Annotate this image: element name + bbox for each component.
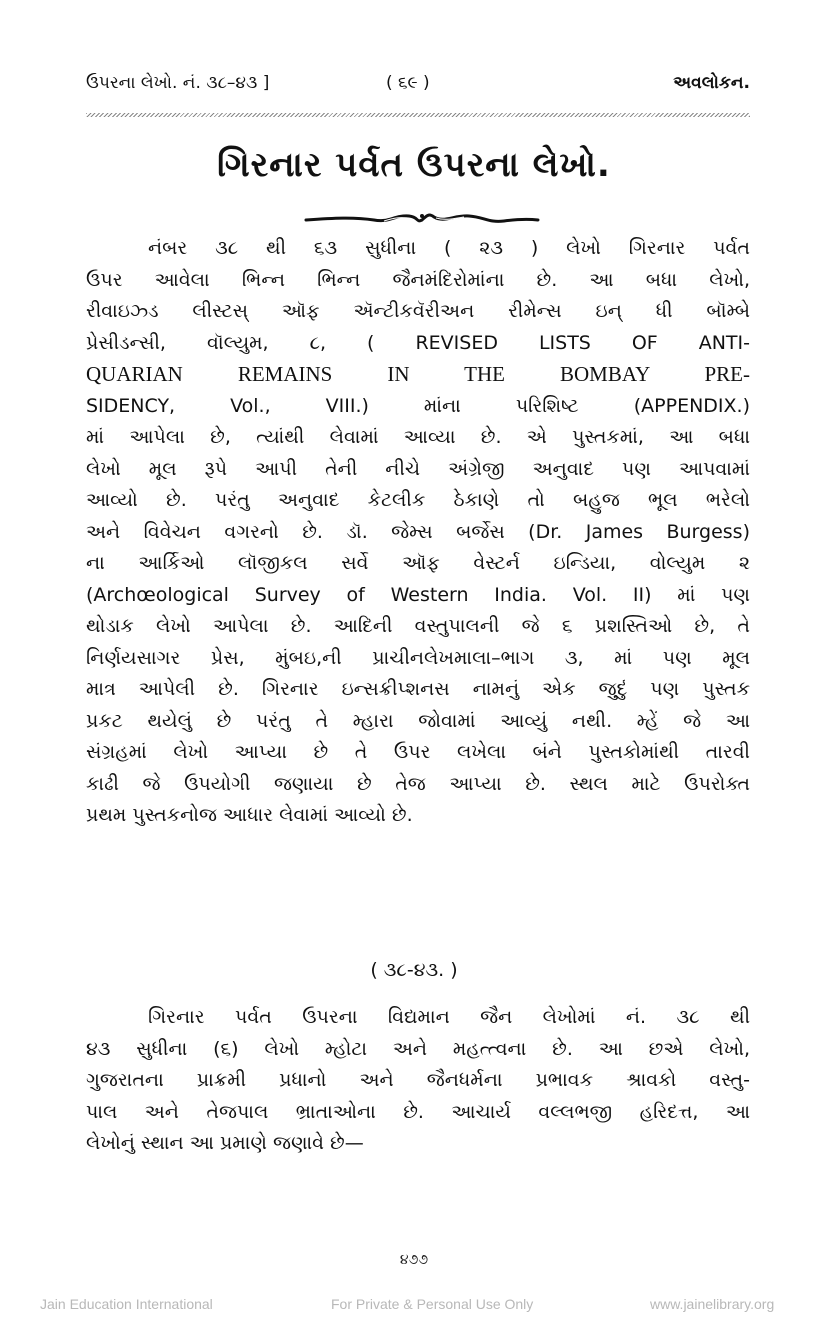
paragraph-line: લેખો મૂલ રૂપે આપી તેની નીચે અંગ્રેજી અનુવાદ પણ આપવામાં [86, 457, 750, 480]
paragraph-line: આવ્યો છે. પરંતુ અનુવાદ કેટલીક ઠેકાણે તો બહુજ ભૂલ ભરેલો [86, 489, 750, 511]
header-folio: ( ૬૯ ) [386, 73, 430, 93]
intro-paragraph [86, 233, 750, 832]
paragraph-line: (Archœological Survey of Western India. Vol. II) માં પણ [86, 583, 750, 606]
paragraph-line: QUARIAN REMAINS IN THE BOMBAY PRE- [86, 362, 750, 386]
paragraph-line: નિર્ણયસાગર પ્રેસ, મુંબઇ,ની પ્રાચીનલેખમાલા–ભાગ ૩, માં પણ મૂલ [86, 646, 750, 669]
section-paragraph [86, 1002, 750, 1160]
header-rule-divider [86, 113, 750, 117]
paragraph-line: માં આપેલા છે, ત્યાંથી લેવામાં આવ્યા છે. એ પુસ્તકમાં, આ બધા [86, 426, 750, 448]
paragraph-line: પ્રકટ થયેલું છે પરંતુ તે મ્હારા જોવામાં આવ્યું નથી. મ્હેં જે આ [86, 709, 750, 732]
paragraph-line: લેખોનું સ્થાન આ પ્રમાણે જણાવે છે— [86, 1132, 364, 1154]
paragraph-line: ગુજરાતના પ્રાક્રમી પ્રધાનો અને જૈનધર્મના પ્રભાવક શ્રાવકો વસ્તુ- [86, 1069, 750, 1091]
paragraph-line: ૪૩ સુધીના (૬) લેખો મ્હોટા અને મહત્ત્વના છે. આ છએ લેખો, [86, 1037, 750, 1060]
paragraph-line: રીવાઇઝ્ડ લીસ્ટસ્ ઑફ ઍન્ટીકવૅરીઅન રીમેન્સ ઇન્ ધી બૉમ્બે [86, 300, 750, 322]
running-header [86, 68, 750, 98]
paragraph-line: પ્રેસીડન્સી, વૉલ્યુમ, ૮, ( REVISED LISTS OF ANTI- [86, 331, 750, 354]
paragraph-line: પ્રથમ પુસ્તકનોજ આધાર લેવામાં આવ્યો છે. [86, 804, 413, 826]
header-chapter-title: અવલોકન. [673, 73, 750, 93]
paragraph-line: ના આર્કિઓ લૉજીકલ સર્વે ઑફ વેસ્ટર્ન ઇન્ડિયા, વોલ્યુમ ૨ [86, 552, 750, 574]
paragraph-line: ઉપર આવેલા ભિન્ન ભિન્ન જૈનમંદિરોમાંના છે. આ બધા લેખો, [86, 268, 750, 291]
paragraph-line: કાઢી જે ઉપયોગી જણાયા છે તેજ આપ્યા છે. સ્થલ માટે ઉપરોક્ત [86, 772, 750, 795]
paragraph-line: અને વિવેચન વગરનો છે. ડૉ. જેમ્સ બર્જેસ (Dr. James Burgess) [86, 520, 750, 543]
paragraph-line: થોડાક લેખો આપેલા છે. આદિની વસ્તુપાલની જે ૬ પ્રશસ્તિઓ છે, તે [86, 615, 750, 637]
section-heading: ( ૩૮-૪૩. ) [370, 959, 458, 981]
footer-usage-note: For Private & Personal Use Only [331, 1296, 534, 1312]
paragraph-line: ગિરનાર પર્વત ઉપરના વિદ્યમાન જૈન લેખોમાં નં. ૩૮ થી [148, 1006, 750, 1028]
paragraph-line: સંગ્રહમાં લેખો આપ્યા છે તે ઉપર લખેલા બંને પુસ્તકોમાંથી તારવી [86, 741, 750, 763]
paragraph-line: નંબર ૩૮ થી ૬૩ સુધીના ( ૨૩ ) લેખો ગિરનાર પર્વત [148, 237, 750, 259]
paragraph-line: પાલ અને તેજપાલ ભ્રાતાઓના છે. આચાર્ય વલ્લભજી હરિદત્ત, આ [86, 1100, 750, 1123]
ornament-swash-icon [304, 212, 540, 226]
paragraph-line: SIDENCY, Vol., VIII.) માંના પરિશિષ્ટ (APPENDIX.) [86, 394, 750, 417]
page-number: ૪૭૭ [399, 1252, 429, 1268]
paragraph-line: માત્ર આપેલી છે. ગિરનાર ઇન્સક્રીપ્શનસ નામનું એક જુદું પણ પુસ્તક [86, 678, 750, 700]
footer-website-link[interactable]: www.jainelibrary.org [650, 1296, 775, 1312]
footer-publisher: Jain Education International [40, 1296, 213, 1312]
page-title: ગિરનાર પર્વત ઉપરના લેખો. [217, 145, 611, 185]
header-section-ref: ઉપરના લેખો. નં. ૩૮–૪૩ ] [86, 73, 270, 93]
